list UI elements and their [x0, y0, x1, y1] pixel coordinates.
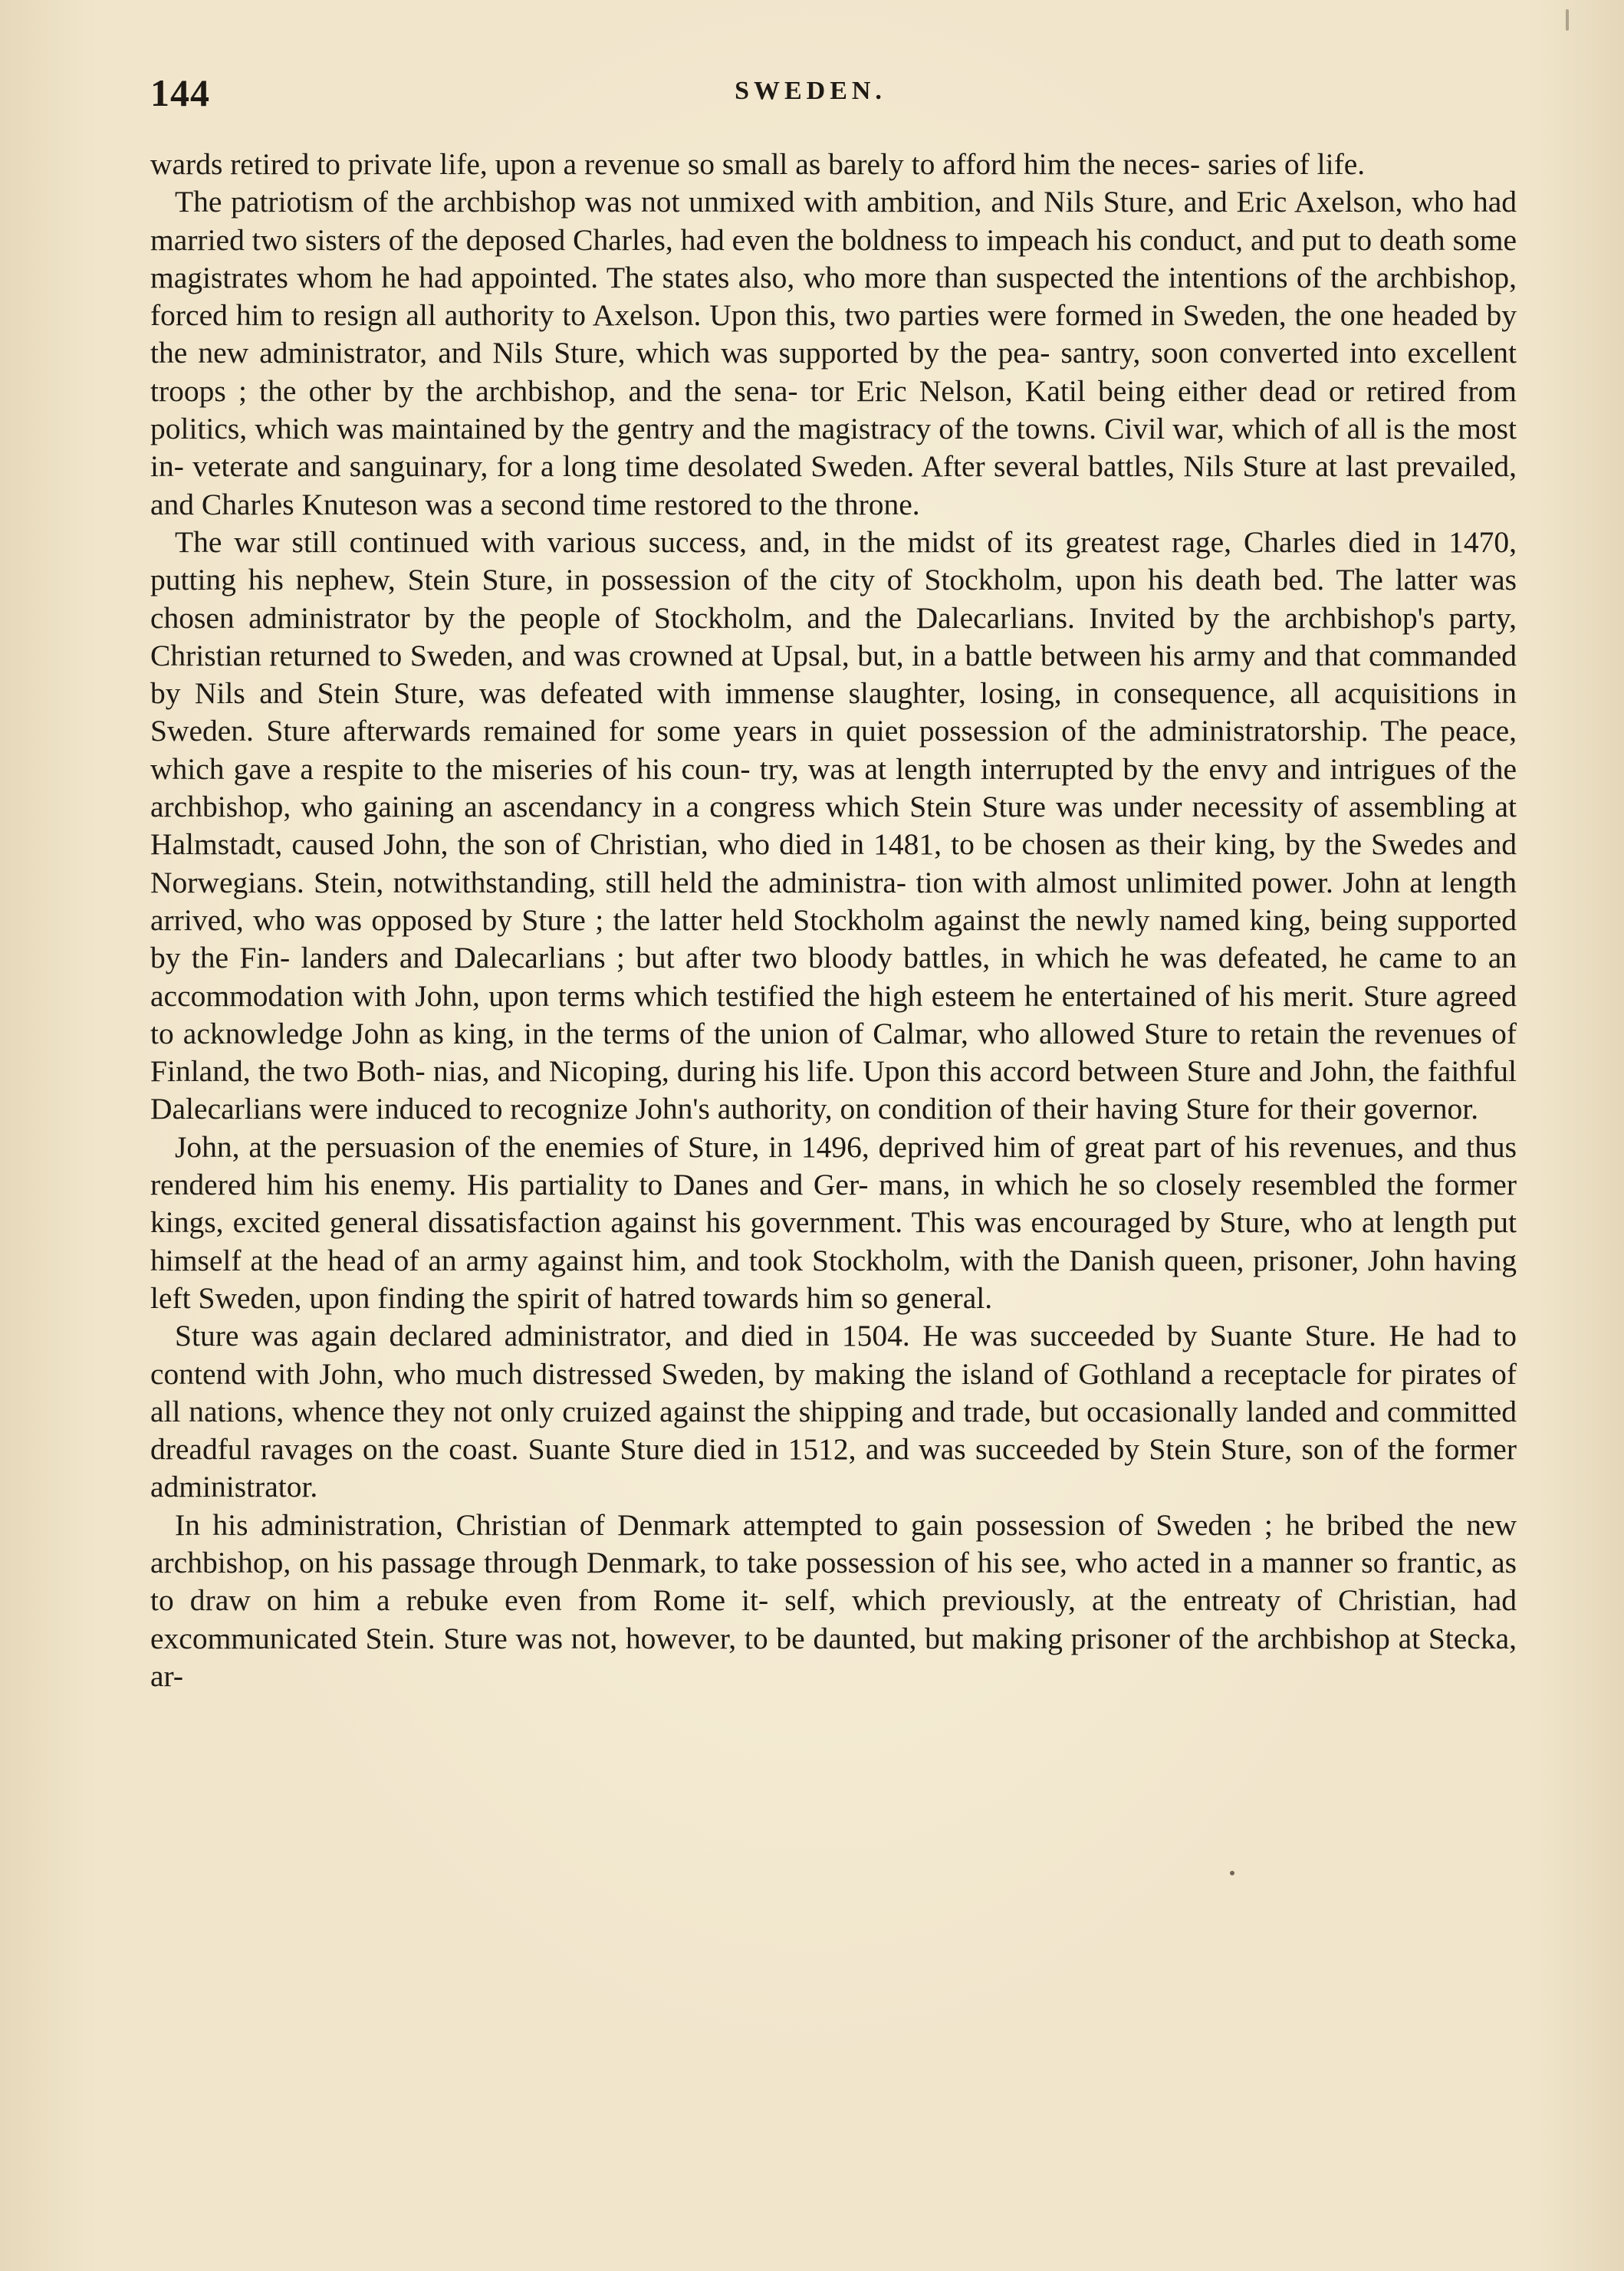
paragraph: John, at the persuasion of the enemies of Sture, in 1496, deprived him of great part of his revenues, and thus rendered him his enemy. His partiality to Danes and Ger- mans, in which he so closely resembled the former kings, excited general dissatisfaction against his government. This was encouraged by Sture, who at length put himself at the head of an army against him, and took Stockholm, with the Danish queen, prisoner, John having left Sweden, upon finding the spirit of hatred towards him so general.: [150, 1129, 1517, 1315]
paragraph-continuation: wards retired to private life, upon a revenue so small as barely to afford him the neces- saries of life.: [150, 147, 1366, 181]
paragraph: The war still continued with various success, and, in the midst of its greatest rage, Charles died in 1470, putting his nephew, Stein Sture, in possession of the city of Stockholm, upon his death bed. The latter was chosen administrator by the people of Stockholm, and the Dalecarlians. Invited by the archbishop's party, Christian returned to Sweden, and was crowned at Upsal, but, in a battle between his army and that commanded by Nils and Stein Sture, was defeated with immense slaughter, losing, in consequence, all acquisitions in Sweden. Sture afterwards remained for some years in quiet possession of the administratorship. The peace, which gave a respite to the miseries of his coun- try, was at length interrupted by the envy and intrigues of the archbishop, who gaining an ascendancy in a congress which Stein Sture was under necessity of assembling at Halmstadt, caused John, the son of Christian, who died in 1481, to be chosen as their king, by the Swedes and Norwegians. Stein, notwithstanding, still held the administra- tion with almost unlimited power. John at length arrived, who was opposed by Sture ; the latter held Stockholm against the newly named king, being supported by the Fin- landers and Dalecarlians ; but after two bloody battles, in which he was defeated, he came to an accommodation with John, upon terms which testified the high esteem he entertained of his merit. Sture agreed to acknowledge John as king, in the terms of the union of Calmar, who allowed Sture to retain the revenues of Finland, the two Both- nias, and Nicoping, during his life. Upon this accord between Sture and John, the faithful Dalecarlians were induced to recognize John's authority, on condition of their having Sture for their governor.: [150, 524, 1517, 1126]
paragraph: In his administration, Christian of Denmark attempted to gain possession of Sweden ; he bribed the new archbishop, on his passage through Denmark, to take possession of his see, who acted in a manner so frantic, as to draw on him a rebuke even from Rome it- self, which previously, at the entreaty of Christian, had excommunicated Stein. Sture was not, however, to be daunted, but making prisoner of the archbishop at Stecka, ar-: [150, 1507, 1517, 1693]
running-head: SWEDEN.: [735, 77, 886, 105]
body-text: [150, 146, 1517, 1695]
page-number: 144: [150, 71, 210, 114]
page-header: [150, 71, 1471, 117]
ink-speck: [1230, 1871, 1234, 1875]
paragraph: The patriotism of the archbishop was not unmixed with ambition, and Nils Sture, and Eric Axelson, who had married two sisters of the deposed Charles, had even the boldness to impeach his conduct, and put to death some magistrates whom he had appointed. The states also, who more than suspected the intentions of the archbishop, forced him to resign all authority to Axelson. Upon this, two parties were formed in Sweden, the one headed by the new administrator, and Nils Sture, which was supported by the pea- santry, soon converted into excellent troops ; the other by the archbishop, and the sena- tor Eric Nelson, Katil being either dead or retired from politics, which was maintained by the gentry and the magistracy of the towns. Civil war, which of all is the most in- veterate and sanguinary, for a long time desolated Sweden. After several battles, Nils Sture at last prevailed, and Charles Knuteson was a second time restored to the throne.: [150, 185, 1517, 521]
ink-speck: [1566, 9, 1569, 31]
paragraph: Sture was again declared administrator, and died in 1504. He was succeeded by Suante Sture. He had to contend with John, who much distressed Sweden, by making the island of Gothland a receptacle for pirates of all nations, whence they not only cruized against the shipping and trade, but occasionally landed and committed dreadful ravages on the coast. Suante Sture died in 1512, and was succeeded by Stein Sture, son of the former administrator.: [150, 1319, 1517, 1504]
